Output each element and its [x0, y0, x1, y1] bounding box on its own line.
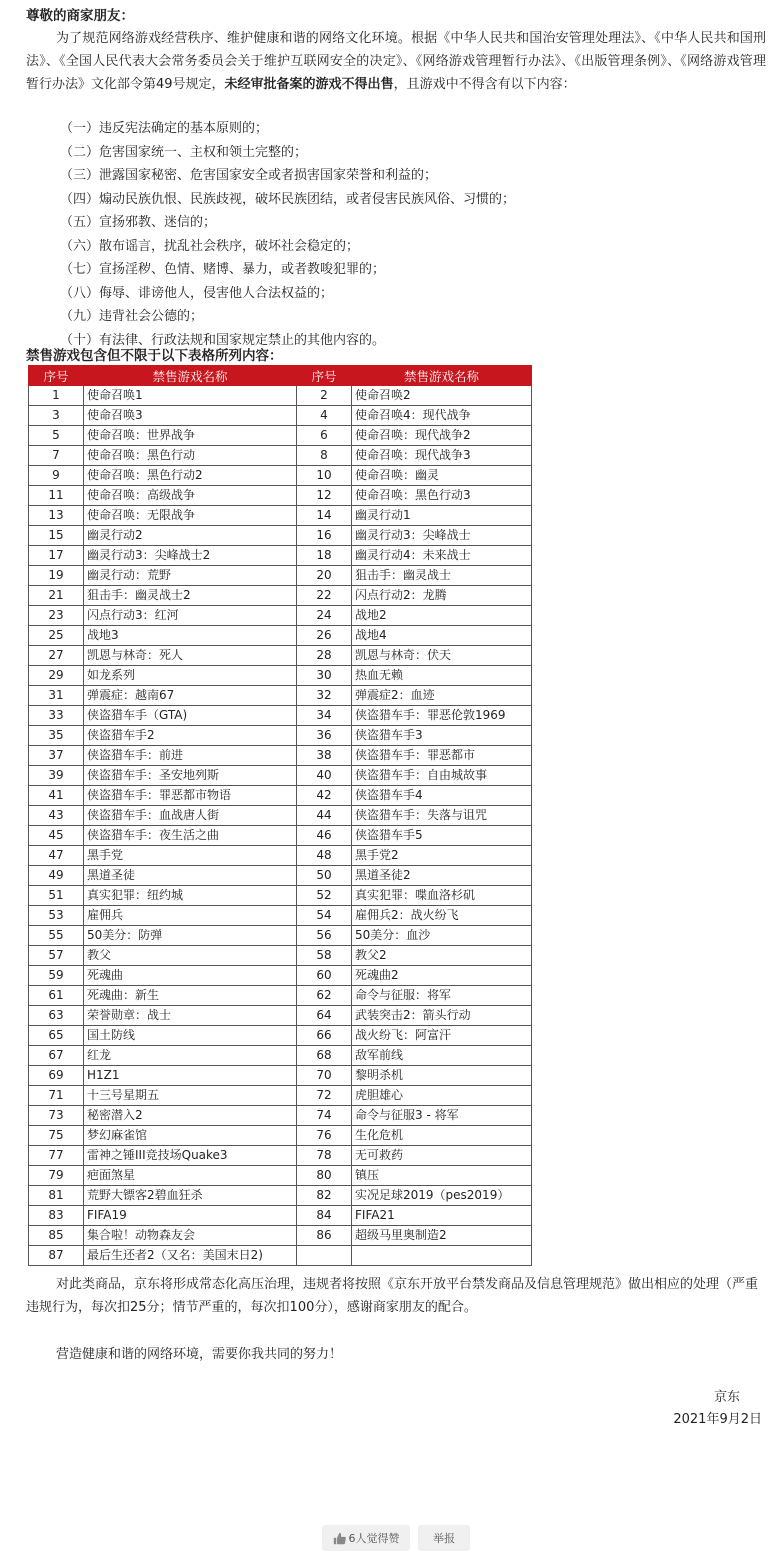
game-name: 疤面煞星 — [84, 1166, 297, 1186]
game-number: 22 — [297, 586, 352, 606]
game-number: 29 — [29, 666, 84, 686]
game-number: 37 — [29, 746, 84, 766]
game-name: 侠盗猎车手：罪恶伦敦1969 — [352, 706, 532, 726]
like-button[interactable] — [322, 1525, 410, 1551]
game-name: 狙击手：幽灵战士 — [352, 566, 532, 586]
game-number: 33 — [29, 706, 84, 726]
game-name: 闪点行动3：红河 — [84, 606, 297, 626]
table-row — [29, 786, 532, 806]
game-number: 66 — [297, 1026, 352, 1046]
table-row — [29, 886, 532, 906]
game-number: 64 — [297, 1006, 352, 1026]
table-row — [29, 606, 532, 626]
game-number: 7 — [29, 446, 84, 466]
game-number: 10 — [297, 466, 352, 486]
game-number: 13 — [29, 506, 84, 526]
game-number: 3 — [29, 406, 84, 426]
game-name: FIFA19 — [84, 1206, 297, 1226]
game-name: 使命召唤1 — [84, 386, 297, 406]
table-row — [29, 1166, 532, 1186]
game-number: 80 — [297, 1166, 352, 1186]
game-number: 85 — [29, 1226, 84, 1246]
game-number: 25 — [29, 626, 84, 646]
table-row — [29, 746, 532, 766]
intro-text-2: ，且游戏中不得含有以下内容： — [393, 77, 576, 92]
game-name: 无可救药 — [352, 1146, 532, 1166]
game-number: 49 — [29, 866, 84, 886]
game-number: 42 — [297, 786, 352, 806]
game-number: 24 — [297, 606, 352, 626]
game-name: 使命召唤：世界战争 — [84, 426, 297, 446]
game-number: 78 — [297, 1146, 352, 1166]
game-number: 15 — [29, 526, 84, 546]
game-number: 68 — [297, 1046, 352, 1066]
table-row — [29, 446, 532, 466]
game-name: 侠盗猎车手：失落与诅咒 — [352, 806, 532, 826]
game-name: 雇佣兵 — [84, 906, 297, 926]
prohibited-content-list — [60, 117, 515, 352]
game-name: 使命召唤：高级战争 — [84, 486, 297, 506]
game-number: 81 — [29, 1186, 84, 1206]
table-row — [29, 1046, 532, 1066]
header-number-2: 序号 — [297, 366, 352, 386]
game-name: 凯恩与林奇：伏天 — [352, 646, 532, 666]
closing-paragraph: 对此类商品，京东将形成常态化高压治理，违规者将按照《京东开放平台禁发商品及信息管理规范》做出相应的处理（严重违规行为，每次扣25分；情节严重的，每次扣100分），感谢商家朋友的配合。 — [26, 1277, 759, 1315]
table-row — [29, 866, 532, 886]
game-name: 真实犯罪：喋血洛杉矶 — [352, 886, 532, 906]
game-name: 侠盗猎车手4 — [352, 786, 532, 806]
game-number: 34 — [297, 706, 352, 726]
game-number: 73 — [29, 1106, 84, 1126]
game-number: 70 — [297, 1066, 352, 1086]
game-number: 41 — [29, 786, 84, 806]
game-number: 12 — [297, 486, 352, 506]
intro-text-1: 为了规范网络游戏经营秩序、维护健康和谐的网络文化环境。根据《中华人民共和国治安管理处理法》、《中华人民共和国刑法》、《全国人民代表大会常务委员会关于维护互联网安全的决定》、《网络游戏管理暂行办法》、《出版管理条例》、《网络游戏管理暂行办法》文化部令第49号规定， — [26, 31, 766, 92]
table-row — [29, 766, 532, 786]
table-row — [29, 926, 532, 946]
game-number: 30 — [297, 666, 352, 686]
game-number: 32 — [297, 686, 352, 706]
game-number: 43 — [29, 806, 84, 826]
game-name: 使命召唤：黑色行动2 — [84, 466, 297, 486]
intro-paragraph — [26, 27, 766, 96]
game-number: 57 — [29, 946, 84, 966]
table-row — [29, 1246, 532, 1266]
game-name: 幽灵行动3：尖峰战士2 — [84, 546, 297, 566]
game-name: 集合啦！动物森友会 — [84, 1226, 297, 1246]
game-name: 弹震症2：血迹 — [352, 686, 532, 706]
game-name: 侠盗猎车手：圣安地列斯 — [84, 766, 297, 786]
game-name: 教父2 — [352, 946, 532, 966]
game-number: 74 — [297, 1106, 352, 1126]
game-name: 侠盗猎车手3 — [352, 726, 532, 746]
game-name: 雷神之锤III竞技场Quake3 — [84, 1146, 297, 1166]
game-name: 侠盗猎车手：前进 — [84, 746, 297, 766]
game-name: 幽灵行动：荒野 — [84, 566, 297, 586]
game-number: 58 — [297, 946, 352, 966]
table-row — [29, 586, 532, 606]
game-name: 使命召唤3 — [84, 406, 297, 426]
game-number: 53 — [29, 906, 84, 926]
game-number: 62 — [297, 986, 352, 1006]
game-name: 黑道圣徒2 — [352, 866, 532, 886]
game-number: 1 — [29, 386, 84, 406]
game-name: 使命召唤：黑色行动 — [84, 446, 297, 466]
game-number: 60 — [297, 966, 352, 986]
table-row — [29, 1106, 532, 1126]
game-name: 战地2 — [352, 606, 532, 626]
game-name: 红龙 — [84, 1046, 297, 1066]
game-name: 侠盗猎车手2 — [84, 726, 297, 746]
game-name: 黑手党 — [84, 846, 297, 866]
game-number: 31 — [29, 686, 84, 706]
game-name: 使命召唤：无限战争 — [84, 506, 297, 526]
game-name: 使命召唤4：现代战争 — [352, 406, 532, 426]
game-number: 56 — [297, 926, 352, 946]
game-name: 死魂曲：新生 — [84, 986, 297, 1006]
game-number: 67 — [29, 1046, 84, 1066]
game-name — [352, 1246, 532, 1266]
game-name: 超级马里奥制造2 — [352, 1226, 532, 1246]
game-name: 侠盗猎车手（GTA) — [84, 706, 297, 726]
game-name: 荣誉勋章：战士 — [84, 1006, 297, 1026]
game-number: 17 — [29, 546, 84, 566]
table-row — [29, 626, 532, 646]
game-name: 凯恩与林奇：死人 — [84, 646, 297, 666]
header-number-1: 序号 — [29, 366, 84, 386]
game-number: 71 — [29, 1086, 84, 1106]
game-number: 50 — [297, 866, 352, 886]
table-row — [29, 386, 532, 406]
table-row — [29, 1206, 532, 1226]
game-name: 如龙系列 — [84, 666, 297, 686]
like-count-label: 6人觉得赞 — [348, 1532, 400, 1545]
rule-item: （七）宣扬淫秽、色情、赌博、暴力，或者教唆犯罪的； — [60, 262, 386, 277]
table-row — [29, 946, 532, 966]
game-number: 21 — [29, 586, 84, 606]
game-name: 狙击手：幽灵战士2 — [84, 586, 297, 606]
slogan: 营造健康和谐的网络环境，需要你我共同的努力！ — [56, 1347, 343, 1362]
game-number: 2 — [297, 386, 352, 406]
table-row — [29, 826, 532, 846]
table-row — [29, 406, 532, 426]
game-name: 国土防线 — [84, 1026, 297, 1046]
date: 2021年9月2日 — [673, 1412, 762, 1427]
game-number: 23 — [29, 606, 84, 626]
game-name: 侠盗猎车手：自由城故事 — [352, 766, 532, 786]
game-name: 镇压 — [352, 1166, 532, 1186]
game-name: 50美分：防弹 — [84, 926, 297, 946]
game-name: 战地4 — [352, 626, 532, 646]
game-number: 44 — [297, 806, 352, 826]
table-row — [29, 986, 532, 1006]
game-name: 使命召唤：现代战争2 — [352, 426, 532, 446]
game-name: 闪点行动2：龙腾 — [352, 586, 532, 606]
table-row — [29, 1126, 532, 1146]
table-row — [29, 486, 532, 506]
game-name: 弹震症：越南67 — [84, 686, 297, 706]
game-name: 使命召唤：现代战争3 — [352, 446, 532, 466]
table-row — [29, 1226, 532, 1246]
rule-item: （四）煽动民族仇恨、民族歧视，破坏民族团结，或者侵害民族风俗、习惯的； — [60, 191, 516, 207]
table-title: 禁售游戏包含但不限于以下表格所列内容： — [26, 348, 283, 364]
table-row — [29, 666, 532, 686]
table-row — [29, 706, 532, 726]
game-number: 4 — [297, 406, 352, 426]
table-row — [29, 506, 532, 526]
table-row — [29, 806, 532, 826]
game-number: 26 — [297, 626, 352, 646]
game-number: 48 — [297, 846, 352, 866]
game-number: 52 — [297, 886, 352, 906]
game-name: 幽灵行动3：尖峰战士 — [352, 526, 532, 546]
game-name: 命令与征服3 - 将军 — [352, 1106, 532, 1126]
game-name: 虎胆雄心 — [352, 1086, 532, 1106]
table-row — [29, 1026, 532, 1046]
game-name: 使命召唤：幽灵 — [352, 466, 532, 486]
rule-item: （二）危害国家统一、主权和领土完整的； — [60, 144, 308, 160]
game-number: 63 — [29, 1006, 84, 1026]
game-name: 侠盗猎车手：夜生活之曲 — [84, 826, 297, 846]
game-number: 82 — [297, 1186, 352, 1206]
game-name: H1Z1 — [84, 1066, 297, 1086]
table-row — [29, 546, 532, 566]
table-row — [29, 726, 532, 746]
table-row — [29, 526, 532, 546]
table-row — [29, 966, 532, 986]
table-row — [29, 1006, 532, 1026]
game-number: 9 — [29, 466, 84, 486]
game-number: 18 — [297, 546, 352, 566]
table-row — [29, 646, 532, 666]
game-number: 72 — [297, 1086, 352, 1106]
game-name: 梦幻麻雀馆 — [84, 1126, 297, 1146]
game-name: 幽灵行动1 — [352, 506, 532, 526]
table-row — [29, 906, 532, 926]
header-name-2: 禁售游戏名称 — [352, 366, 532, 386]
rule-item: （五）宣扬邪教、迷信的； — [60, 215, 217, 230]
game-name: 死魂曲2 — [352, 966, 532, 986]
game-name: 侠盗猎车手5 — [352, 826, 532, 846]
game-number: 84 — [297, 1206, 352, 1226]
signer: 京东 — [713, 1390, 740, 1405]
game-number: 28 — [297, 646, 352, 666]
game-name: 真实犯罪：纽约城 — [84, 886, 297, 906]
game-name: 十三号星期五 — [84, 1086, 297, 1106]
table-row — [29, 466, 532, 486]
table-row — [29, 426, 532, 446]
rule-item: （六）散布谣言，扰乱社会秩序，破坏社会稳定的； — [60, 238, 360, 254]
game-name: 战地3 — [84, 626, 297, 646]
game-name: 黑道圣徒 — [84, 866, 297, 886]
game-name: 荒野大镖客2碧血狂杀 — [84, 1186, 297, 1206]
game-number: 61 — [29, 986, 84, 1006]
game-number: 79 — [29, 1166, 84, 1186]
game-number: 83 — [29, 1206, 84, 1226]
table-row — [29, 1066, 532, 1086]
game-name: 黑手党2 — [352, 846, 532, 866]
rule-item: （九）违背社会公德的； — [60, 309, 204, 324]
game-number: 27 — [29, 646, 84, 666]
game-number: 5 — [29, 426, 84, 446]
game-number: 47 — [29, 846, 84, 866]
game-number: 51 — [29, 886, 84, 906]
rule-item: （三）泄露国家秘密、危害国家安全或者损害国家荣誉和利益的； — [60, 168, 438, 183]
game-name: 黎明杀机 — [352, 1066, 532, 1086]
game-name: 使命召唤2 — [352, 386, 532, 406]
game-number: 65 — [29, 1026, 84, 1046]
rule-item: （一）违反宪法确定的基本原则的； — [60, 121, 269, 136]
game-name: 幽灵行动2 — [84, 526, 297, 546]
table-row — [29, 846, 532, 866]
game-name: 雇佣兵2：战火纷飞 — [352, 906, 532, 926]
game-name: 死魂曲 — [84, 966, 297, 986]
game-number: 59 — [29, 966, 84, 986]
game-name: 侠盗猎车手：血战唐人街 — [84, 806, 297, 826]
game-name: 使命召唤：黑色行动3 — [352, 486, 532, 506]
game-name: 武装突击2：箭头行动 — [352, 1006, 532, 1026]
game-number: 11 — [29, 486, 84, 506]
game-name: 秘密潜入2 — [84, 1106, 297, 1126]
game-name: 50美分：血沙 — [352, 926, 532, 946]
game-name: 最后生还者2（又名：美国末日2) — [84, 1246, 297, 1266]
game-number: 45 — [29, 826, 84, 846]
game-number: 46 — [297, 826, 352, 846]
game-name: 侠盗猎车手：罪恶都市 — [352, 746, 532, 766]
intro-bold-text: 未经审批备案的游戏不得出售 — [224, 77, 394, 92]
game-number: 36 — [297, 726, 352, 746]
table-header-row — [29, 366, 532, 386]
table-row — [29, 686, 532, 706]
game-number: 38 — [297, 746, 352, 766]
game-number: 87 — [29, 1246, 84, 1266]
game-number: 69 — [29, 1066, 84, 1086]
game-number: 76 — [297, 1126, 352, 1146]
game-number: 14 — [297, 506, 352, 526]
game-name: 幽灵行动4：未来战士 — [352, 546, 532, 566]
table-row — [29, 1086, 532, 1106]
rule-item: （八）侮辱、诽谤他人，侵害他人合法权益的； — [60, 285, 334, 301]
table-row — [29, 1146, 532, 1166]
greeting: 尊敬的商家朋友： — [26, 8, 134, 24]
table-row — [29, 1186, 532, 1206]
report-button[interactable]: 举报 — [418, 1525, 470, 1551]
game-number: 77 — [29, 1146, 84, 1166]
game-number: 6 — [297, 426, 352, 446]
game-name: 战火纷飞：阿富汗 — [352, 1026, 532, 1046]
game-name: 教父 — [84, 946, 297, 966]
game-name: 敌军前线 — [352, 1046, 532, 1066]
game-number: 55 — [29, 926, 84, 946]
game-number: 39 — [29, 766, 84, 786]
banned-games-table — [28, 365, 532, 1266]
header-name-1: 禁售游戏名称 — [84, 366, 297, 386]
game-number: 20 — [297, 566, 352, 586]
game-number — [297, 1246, 352, 1266]
table-row — [29, 566, 532, 586]
game-name: FIFA21 — [352, 1206, 532, 1226]
rule-item: （十）有法律、行政法规和国家规定禁止的其他内容的。 — [60, 332, 386, 348]
game-number: 54 — [297, 906, 352, 926]
game-number: 8 — [297, 446, 352, 466]
game-name: 命令与征服：将军 — [352, 986, 532, 1006]
game-name: 热血无赖 — [352, 666, 532, 686]
game-name: 实况足球2019（pes2019） — [352, 1186, 532, 1206]
game-number: 40 — [297, 766, 352, 786]
game-name: 侠盗猎车手：罪恶都市物语 — [84, 786, 297, 806]
game-number: 35 — [29, 726, 84, 746]
game-number: 16 — [297, 526, 352, 546]
thumbs-up-icon — [333, 1532, 346, 1545]
game-number: 86 — [297, 1226, 352, 1246]
game-number: 19 — [29, 566, 84, 586]
game-number: 75 — [29, 1126, 84, 1146]
game-name: 生化危机 — [352, 1126, 532, 1146]
